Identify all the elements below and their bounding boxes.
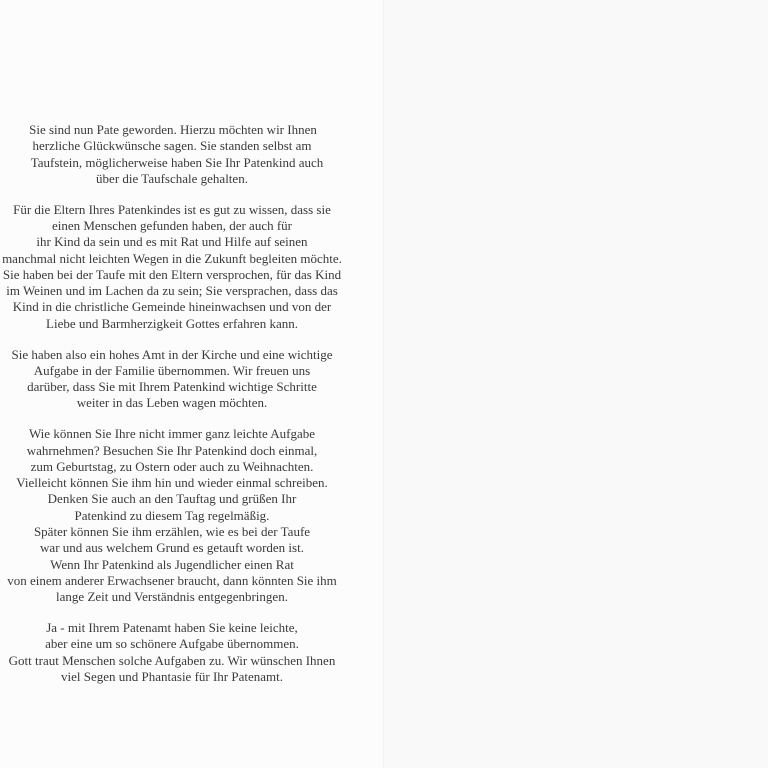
right-page [384, 0, 768, 768]
text-line: Kind in die christliche Gemeinde hineinwachsen und von der [12, 299, 332, 315]
text-line: von einem anderer Erwachsener braucht, dann könnten Sie ihm [7, 572, 337, 588]
text-line: einen Menschen gefunden haben, der auch für [51, 217, 293, 233]
text-line: im Weinen und im Lachen da zu sein; Sie versprachen, dass das [6, 283, 338, 299]
text-line: Liebe und Barmherzigkeit Gottes erfahren kann. [46, 315, 298, 331]
text-line: Taufstein, möglicherweise haben Sie Ihr Patenkind auch [30, 154, 324, 170]
paragraph-1 [0, 122, 360, 187]
text-line: Später können Sie ihm erzählen, wie es bei der Taufe [33, 524, 311, 540]
text-line: Für die Eltern Ihres Patenkindes ist es gut zu wissen, dass sie [13, 201, 331, 217]
text-line: Denken Sie auch an den Tauftag und grüßen Ihr [47, 491, 297, 507]
text-line: über die Taufschale gehalten. [96, 170, 248, 186]
text-line: Vielleicht können Sie ihm hin und wieder einmal schreiben. [16, 475, 328, 491]
text-line: wahrnehmen? Besuchen Sie Ihr Patenkind doch einmal, [26, 442, 318, 458]
text-line: Sie haben also ein hohes Amt in der Kirche und eine wichtige [11, 346, 333, 362]
text-line: lange Zeit und Verständnis entgegenbringen. [56, 589, 288, 605]
text-line: Aufgabe in der Familie übernommen. Wir freuen uns [33, 362, 311, 378]
text-line: viel Segen und Phantasie für Ihr Patenamt. [60, 668, 284, 684]
text-line: ihr Kind da sein und es mit Rat und Hilfe auf seinen [36, 234, 308, 250]
paragraph-5 [0, 620, 360, 685]
paragraph-3 [0, 347, 360, 412]
paragraph-2 [0, 202, 360, 332]
text-line: war und aus welchem Grund es getauft worden ist. [40, 540, 304, 556]
body-text [0, 122, 360, 700]
text-line: manchmal nicht leichten Wegen in die Zukunft begleiten möchte. [2, 250, 342, 266]
text-line: weiter in das Leben wagen möchten. [76, 395, 268, 411]
text-line: Wie können Sie Ihre nicht immer ganz leichte Aufgabe [28, 426, 316, 442]
text-line: herzliche Glückwünsche sagen. Sie standen selbst am [32, 138, 312, 154]
text-line: Gott traut Menschen solche Aufgaben zu. Wir wünschen Ihnen [8, 652, 336, 668]
text-line: Ja - mit Ihrem Patenamt haben Sie keine leichte, [46, 620, 298, 636]
text-line: Sie haben bei der Taufe mit den Eltern versprochen, für das Kind [2, 266, 342, 282]
paragraph-4 [0, 426, 360, 605]
text-line: darüber, dass Sie mit Ihrem Patenkind wichtige Schritte [27, 379, 317, 395]
text-line: zum Geburtstag, zu Ostern oder auch zu Weihnachten. [30, 458, 314, 474]
text-line: aber eine um so schönere Aufgabe übernommen. [45, 636, 299, 652]
text-line: Wenn Ihr Patenkind als Jugendlicher einen Rat [50, 556, 294, 572]
text-line: Sie sind nun Pate geworden. Hierzu möchten wir Ihnen [29, 122, 317, 137]
text-line: Patenkind zu diesem Tag regelmäßig. [74, 507, 270, 523]
